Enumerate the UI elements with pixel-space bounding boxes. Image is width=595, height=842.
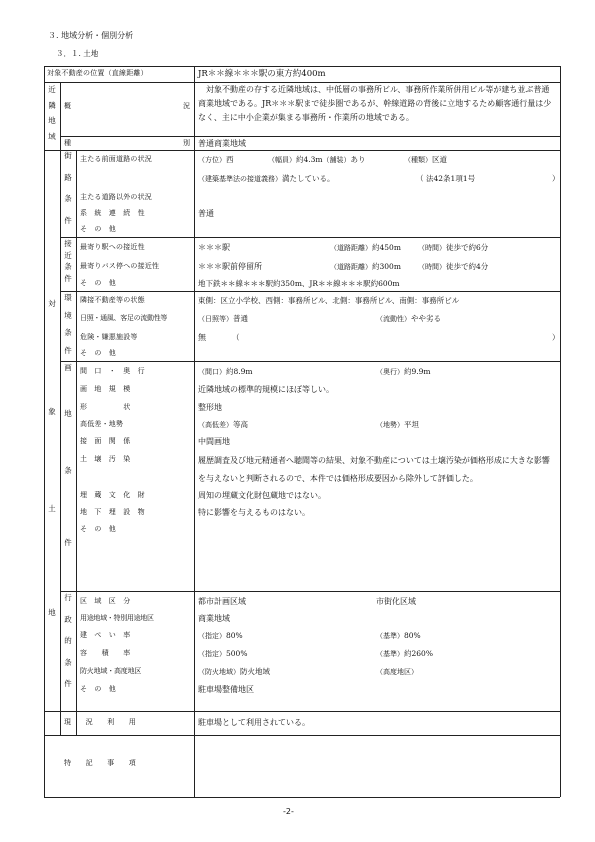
hazard-value: 無: [198, 333, 206, 342]
soil-label: 土 壌 汚 染: [80, 455, 131, 463]
paving-label: （舗装）: [322, 156, 351, 164]
far-spec-value: 500%: [226, 649, 248, 658]
buried-culture-label: 埋 蔵 文 化 財: [80, 491, 145, 499]
sunlight-value: 普通: [233, 314, 248, 323]
fire-district-label: 防火地域・高度地区: [80, 667, 142, 675]
width-label: （幅員）: [268, 156, 296, 164]
admin-other-label: そ の 他: [80, 685, 116, 693]
section-heading: ３. 地域分析・個別分析: [48, 31, 134, 40]
zone-value: 都市計画区域: [198, 597, 246, 606]
road-kind-value: 区道: [432, 155, 447, 164]
height-value: 等高: [233, 420, 248, 429]
far-std-value: 約260%: [404, 649, 433, 658]
bus-time-value: 徒歩で約4分: [446, 262, 489, 271]
bcr-label: 建 ぺ い 率: [80, 631, 131, 639]
overview-label-a: 概: [64, 102, 72, 110]
bus-value: ＊＊＊駅前停留所: [198, 262, 262, 271]
road-kind-label: （種類）: [404, 156, 432, 164]
scale-label: 画 地 規 模: [80, 385, 131, 393]
bus-time-label: （時間）: [418, 263, 446, 271]
bcr-spec-label: （指定）: [198, 632, 226, 640]
fire-value: 防火地域: [240, 667, 270, 676]
adjacent-label: 隣接不動産等の状態: [80, 296, 145, 304]
access-side-label: 接 近 条 件: [64, 239, 72, 283]
zone-value-2: 市街化区域: [376, 597, 416, 606]
environment-other-label: そ の 他: [80, 349, 116, 357]
building-standard-label: （建築基準法の接道義務）: [198, 175, 282, 183]
sunlight-sub-label: （日照等）: [198, 315, 233, 323]
bus-distance-value: 約300m: [372, 262, 401, 271]
access-other-value: 地下鉄＊＊線＊＊＊駅約350m、JR＊＊線＊＊＊駅約600m: [198, 279, 400, 288]
subsection-heading: ３．１. 土地: [56, 49, 99, 58]
height-terrain-label: 高低差・地勢: [80, 420, 124, 428]
admin-side-label: 行 政 的 条 件: [64, 593, 72, 688]
land-side-label: 画 地 条 件: [64, 363, 72, 547]
flow-value: やや劣る: [411, 314, 441, 323]
flow-label: （流動性）: [376, 315, 411, 323]
use-district-label: 用途地域・特別用途地区: [80, 614, 154, 622]
use-district-value: 商業地域: [198, 614, 230, 623]
station-distance-value: 約450m: [372, 243, 401, 252]
sunlight-label: 日照・通風、客足の流動性等: [80, 314, 168, 322]
shape-value: 整形地: [198, 403, 222, 412]
page-number: -2-: [283, 807, 294, 816]
front-road-label: 主たる前面道路の状況: [80, 155, 152, 163]
far-std-label: （基準）: [376, 650, 404, 658]
underground-label: 地 下 埋 設 物: [80, 508, 145, 516]
scale-value: 近隣地域の標準的規模にほぼ等しい。: [198, 385, 334, 394]
target-side-label: 対 象 土 地: [48, 299, 56, 617]
depth-label: （奥行）: [376, 368, 404, 376]
station-access-label: 最寄り駅への接近性: [80, 243, 145, 251]
type-value: 普通商業地域: [198, 139, 246, 148]
direction-value: 西: [226, 155, 234, 164]
frontage-depth-label: 間 口 ・ 奥 行: [80, 367, 145, 375]
continuity-label: 系 統 連 続 性: [80, 209, 145, 217]
location-label: 対象不動産の位置（直線距離）: [47, 69, 148, 77]
current-use-label: 現 況 利 用: [64, 718, 136, 726]
building-standard-law-close: ）: [552, 174, 560, 183]
bus-access-label: 最寄りバス停への接近性: [80, 262, 160, 270]
type-label-a: 種: [64, 139, 72, 147]
hazard-paren-close: ）: [552, 333, 560, 342]
land-other-label: そ の 他: [80, 525, 116, 533]
station-value: ＊＊＊駅: [198, 243, 230, 252]
fire-sub-label: （防火地域）: [198, 668, 240, 676]
bcr-std-label: （基準）: [376, 632, 404, 640]
bus-distance-label: （道路距離）: [330, 263, 372, 271]
height-district-label: （高度地区）: [376, 668, 418, 676]
height-sub-label: （高低差）: [198, 421, 233, 429]
terrain-value: 平坦: [404, 420, 419, 429]
underground-value: 特に影響を与えるものはない。: [198, 508, 310, 517]
access-other-label: そ の 他: [80, 279, 116, 287]
building-standard-law-open: （: [416, 174, 424, 183]
continuity-value: 普通: [198, 209, 214, 218]
terrain-label: （地勢）: [376, 421, 404, 429]
street-side-label: 街 路 条 件: [64, 151, 72, 225]
frontage-relation-label: 接 面 関 係: [80, 437, 131, 445]
direction-label: （方位）: [198, 156, 226, 164]
admin-other-value: 駐車場整備地区: [198, 685, 254, 694]
far-label: 容 積 率: [80, 649, 131, 657]
soil-value: 履歴調査及び地元精通者へ聴聞等の結果、対象不動産については土壌汚染が価格形成に大きな影響を与えないと判断されるので、本件では価格形成要因から除外して評価した。: [198, 456, 550, 483]
adjacent-value: 東側：区立小学校、西側：事務所ビル、北側：事務所ビル、南側：事務所ビル: [198, 296, 460, 305]
frontage-value: 約8.9m: [226, 367, 253, 376]
bcr-spec-value: 80%: [226, 631, 243, 640]
shape-label: 形 状: [80, 403, 131, 411]
other-road-label: 主たる道路以外の状況: [80, 193, 152, 201]
depth-value: 約9.9m: [404, 367, 431, 376]
notes-label: 特 記 事 項: [64, 759, 136, 767]
width-value: 約4.3m: [296, 155, 323, 164]
location-value: JR＊＊線＊＊＊駅の東方約400m: [198, 69, 326, 79]
zone-label: 区 域 区 分: [80, 597, 131, 605]
buried-culture-value: 周知の埋蔵文化財包蔵地ではない。: [198, 491, 326, 500]
bcr-std-value: 80%: [404, 631, 421, 640]
current-use-value: 駐車場として利用されている。: [198, 718, 310, 727]
station-time-value: 徒歩で約6分: [446, 243, 489, 252]
neighborhood-side-label: 近 隣 地 域: [48, 85, 56, 141]
station-time-label: （時間）: [418, 244, 446, 252]
hazard-label: 危険・嫌悪施設等: [80, 333, 138, 341]
environment-side-label: 環 境 条 件: [64, 293, 72, 355]
hazard-paren-open: （: [232, 333, 240, 342]
station-distance-label: （道路距離）: [330, 244, 372, 252]
frontage-relation-value: 中間画地: [198, 437, 230, 446]
overview-text: 対象不動産の存する近隣地域は、中低層の事務所ビル、事務所作業所併用ビル等が建ち並ぶ普通商業地域である。JR＊＊＊駅まで徒歩圏であるが、幹線道路の背後に立地するため顧客通行量は少なく、主に中小企業が集まる事務所・作業所の地域である。: [198, 85, 552, 122]
building-standard-law: 法42条1項1号: [426, 174, 476, 183]
far-spec-label: （指定）: [198, 650, 226, 658]
frontage-sub-label: （間口）: [198, 368, 226, 376]
street-other-label: そ の 他: [80, 225, 116, 233]
building-standard-value: 満たしている。: [282, 174, 335, 183]
overview-label-b: 況: [183, 102, 191, 110]
paving-value: あり: [350, 155, 366, 164]
type-label-b: 別: [183, 139, 191, 147]
